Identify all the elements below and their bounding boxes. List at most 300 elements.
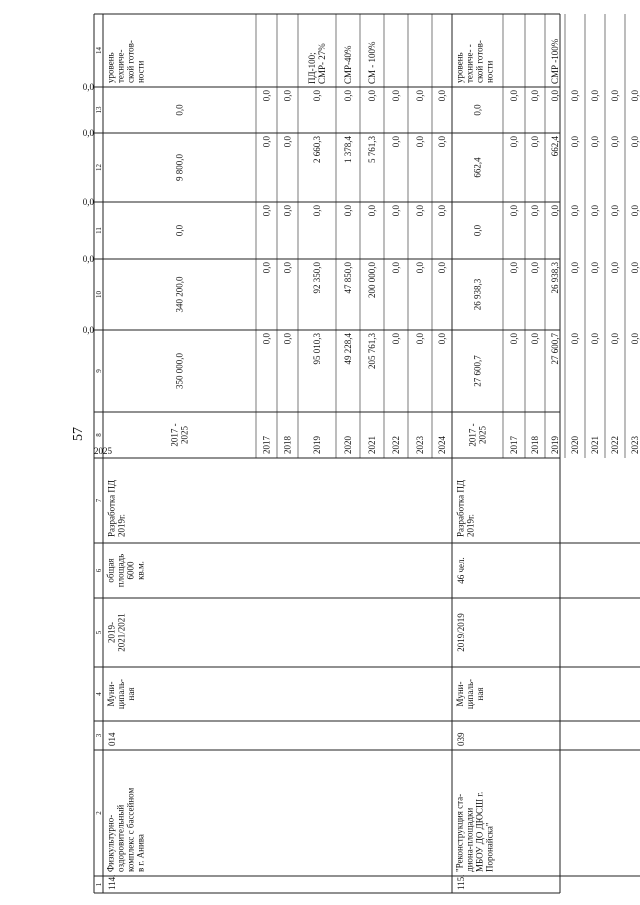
value-c11 [570,205,580,217]
value-c13 [283,90,293,102]
value-c12 [391,136,401,148]
year-cell [283,436,293,455]
value-c9 [391,333,401,345]
year-cell-line: 2023 [630,436,640,454]
column-header-8-line: 8 [94,433,103,437]
total-c9-line: 350 000,0 [174,353,185,389]
value-c12-line: 0,0 [530,136,541,148]
value-c11-line: 0,0 [530,205,541,217]
value-c12 [509,136,519,148]
value-c10 [570,262,580,274]
value-c10 [343,262,353,294]
design-documentation-line: 2019г. [116,514,127,537]
readiness-note [454,40,494,83]
total-c12 [473,157,483,178]
object-name-line: в г. Анива [135,834,146,872]
object-name-line: диона-площадки [464,807,475,872]
value-c10-line: 0,0 [415,262,426,274]
readiness-note-line: техниче- - [464,44,475,83]
value-c10 [367,262,377,299]
value-c9 [509,333,519,345]
column-header-4 [95,692,103,696]
value-c11 [530,205,540,217]
value-c11-line: 0,0 [630,205,640,217]
value-c10-line: 0,0 [570,262,581,274]
year-cell-line: 2024 [437,436,448,454]
year-cell [391,436,401,454]
value-c11 [367,205,377,217]
column-header-13-line: 13 [94,106,103,114]
capacity-line: 6000 [125,561,136,580]
column-header-8 [95,433,103,437]
year-cell-line: 2017 [261,436,272,454]
year-cell-line: 2022 [391,436,402,454]
value-c10 [391,262,401,274]
total-c12-line: 9 800,0 [174,154,185,181]
year-cell [630,436,640,455]
total-c13-line: 0,0 [472,104,483,116]
value-c11-line: 0,0 [391,205,402,217]
value-c10-line: 200 000,0 [367,262,378,298]
total-c13-line: 0,0 [174,104,185,116]
total-period-line: 2025 [477,426,488,444]
value-c9-line: 0,0 [590,333,601,345]
value-c10-line: 0,0 [509,262,520,274]
construction-period-line: 2019/2019 [455,613,466,652]
value-c12-line: 0,0 [590,136,601,148]
value-c10 [283,262,293,274]
value-c11-line: 0,0 [343,205,354,217]
value-c13-line: 0,0 [367,90,378,102]
column-header-12-line: 12 [94,164,103,171]
year-cell-line: 2021 [367,436,378,454]
object-name-line: МБОУ ДО ДЮСШ г. [474,791,485,872]
value-c12 [83,128,95,138]
ownership-line: Муни- [105,681,116,707]
column-header-7-line: 7 [94,498,103,503]
readiness-note-line: уровень [454,52,465,83]
year-cell [610,436,620,454]
value-c9-line: 27 600,7 [550,333,561,365]
value-c13-line: 0,0 [437,90,448,102]
year-cell-line: 2018 [282,436,293,454]
value-c12 [283,136,293,148]
value-c10 [312,262,322,294]
column-header-1 [95,882,103,886]
year-cell [570,436,580,455]
column-header-9 [95,369,103,373]
value-c12 [530,136,540,148]
ownership-line: ципаль- [464,678,475,710]
value-c12 [550,136,560,157]
value-c13-line: 0,0 [610,90,621,102]
value-c12 [610,136,620,148]
value-c11 [550,205,560,217]
column-header-4-line: 4 [94,692,103,696]
year-cell-line: 2019 [312,436,323,454]
year-cell [509,436,519,455]
year-cell [437,436,447,455]
value-c9-line: 205 761,3 [367,333,378,369]
column-header-12 [95,164,103,172]
column-header-5 [95,630,103,634]
value-c9 [590,333,600,345]
value-c9-line: 0,0 [509,333,520,345]
value-c11 [630,205,640,217]
readiness-note-line: уровень [105,52,116,83]
year-cell [343,436,353,455]
value-c11 [283,205,293,217]
rotated-table [82,14,640,893]
value-c10 [590,262,600,274]
value-c12-line: 0,0 [261,136,272,148]
value-c11 [610,205,620,217]
value-c9-line: 0,0 [261,333,272,345]
record-number-line: 115. [456,874,467,890]
value-c11-line: 0,0 [261,205,272,217]
value-c12-line: 0,0 [391,136,402,148]
construction-period [456,613,466,652]
year-cell [590,436,600,454]
value-c11-line: 0,0 [415,205,426,217]
value-c13 [367,90,377,102]
year-cell-line: 2023 [415,436,426,454]
readiness-note-line: ности [484,60,495,83]
year-cell [367,436,377,454]
capacity-line: 46 чел. [455,557,466,584]
column-header-5-line: 5 [94,630,103,635]
value-c9 [262,333,272,345]
capacity-line: площадь [115,553,126,588]
ownership [455,679,485,709]
value-c10-line: 0,0 [437,262,448,274]
construction-period [106,613,126,652]
column-header-10 [95,291,103,299]
value-c10-line: 0,0 [261,262,272,274]
value-c13 [415,90,425,102]
year-cell [312,436,322,455]
column-header-3 [95,733,103,737]
value-c10 [550,262,560,294]
year-cell-line: 2017 [509,436,520,454]
object-code [107,732,117,746]
stage-note-line: СМ - 100% [367,41,378,84]
value-c11-line: 0,0 [437,205,448,217]
column-header-14 [95,47,103,55]
value-c13 [590,90,600,102]
object-name [454,792,494,872]
value-c9-line: 0,0 [610,333,621,345]
object-code-line: 014 [107,732,118,746]
value-c12 [570,136,580,148]
value-c9 [550,333,560,365]
value-c9-line: 0,0 [391,333,402,345]
value-c9-line: 0,0 [630,333,640,345]
construction-period-line: 2021/2021 [116,613,127,652]
year-cell-line: 2021 [590,435,601,454]
column-header-11-line: 11 [94,227,103,234]
value-c13-line: 0,0 [570,90,581,102]
total-c13 [473,104,483,116]
value-c13-line: 0,0 [312,90,323,102]
value-c9 [343,333,353,365]
total-c11-line: 0,0 [174,224,185,237]
construction-period-line: 2019- [106,622,117,643]
value-c10-line: 0,0 [530,262,541,274]
total-c10 [175,276,185,313]
object-name-line: оздоровительный [115,804,126,872]
value-c11-line: 0,0 [590,205,601,217]
value-c13-line: 0,0 [391,90,402,102]
value-c13-line: 0,0 [509,90,520,102]
ownership-line: Муни- [454,681,465,707]
value-c12-line: 2 660,3 [312,136,323,163]
value-c10 [262,262,272,274]
value-c13-line: 0,0 [415,90,426,102]
record-number [456,875,466,890]
value-c10 [83,254,95,264]
ownership [106,679,136,709]
value-c9 [570,333,580,345]
value-c10-line: 47 850,0 [343,262,354,294]
column-header-13 [95,106,103,114]
value-c12 [415,136,425,148]
year-cell [262,436,272,455]
column-header-7 [95,498,103,502]
readiness-note-line: техниче- [115,49,126,83]
year-cell [550,436,560,455]
value-c13 [391,90,401,102]
record-number [107,875,117,890]
readiness-note-line: ской готов- [474,40,485,83]
value-c10 [630,262,640,274]
value-c12-line: 0,0 [282,136,293,148]
table-grid [82,14,640,893]
value-c9 [630,333,640,345]
value-c9-line: 0,0 [570,333,581,345]
value-c11-line: 0,0 [282,205,293,217]
value-c9 [283,333,293,345]
value-c11 [437,205,447,217]
value-c12-line: 0,0 [437,136,448,148]
value-c9-line: 0,0 [82,325,94,335]
value-c10-line: 92 350,0 [312,262,323,294]
value-c12 [630,136,640,148]
value-c10 [415,262,425,274]
capacity [456,557,466,584]
stage-note [307,43,327,84]
stage-note [343,45,353,84]
total-c10 [473,278,483,310]
total-c9 [175,353,185,390]
value-c9 [83,325,95,335]
readiness-note-line: ской готов- [125,40,136,83]
total-c10-line: 26 938,3 [472,278,483,311]
value-c11-line: 0,0 [82,197,94,207]
object-name-line: "Реконструкция ста- [454,793,465,872]
value-c11-line: 0,0 [550,205,561,217]
value-c10-line: 0,0 [630,262,640,274]
value-c12-line: 0,0 [610,136,621,148]
total-period-line: 2017 - [467,423,478,447]
value-c13-line: 0,0 [343,90,354,102]
total-c9 [473,355,483,387]
value-c11-line: 0,0 [570,205,581,217]
value-c12 [590,136,600,148]
value-c13-line: 0,0 [590,90,601,102]
value-c13-line: 0,0 [261,90,272,102]
ownership-line: ная [126,687,137,701]
column-header-3-line: 3 [94,733,103,738]
page-number: 57 [71,427,86,441]
value-c12-line: 0,0 [570,136,581,148]
value-c11-line: 0,0 [509,205,520,217]
value-c12-line: 0,0 [82,128,94,138]
value-c10-line: 0,0 [590,262,601,274]
record-number-line: 114. [107,874,118,890]
stage-note-line: ПД-100; [307,52,318,84]
year-cell-line: 2020 [343,436,354,454]
value-c13 [630,90,640,102]
value-c12 [262,136,272,148]
value-c11-line: 0,0 [367,205,378,217]
year-cell-line: 2020 [570,436,581,454]
value-c10 [437,262,447,274]
total-c10-line: 340 200,0 [174,276,185,313]
total-c12 [175,154,185,182]
column-header-11 [95,227,103,234]
total-period [170,423,190,446]
value-c11-line: 0,0 [610,205,621,217]
capacity [105,554,145,587]
design-documentation-line: 2019г. [465,514,476,537]
design-documentation-line: Разработка ПД [106,479,117,537]
value-c9-line: 95 010,3 [312,333,323,365]
value-c10-line: 0,0 [82,254,94,264]
value-c12-line: 0,0 [415,136,426,148]
value-c11 [391,205,401,217]
value-c10-line: 0,0 [391,262,402,274]
total-c11 [473,224,483,236]
total-c13 [175,104,185,116]
value-c13-line: 0,0 [82,82,94,92]
value-c13 [509,90,519,102]
value-c12-line: 5 761,3 [367,136,378,163]
value-c9-line: 0,0 [530,333,541,345]
value-c9 [367,333,377,370]
value-c13-line: 0,0 [282,90,293,102]
value-c11-line: 0,0 [312,205,323,217]
value-c13-line: 0,0 [530,90,541,102]
total-period-line: 2017 - [169,423,180,447]
value-c12 [312,136,322,164]
value-c13 [262,90,272,102]
column-header-10-line: 10 [94,291,103,298]
value-c9-line: 0,0 [282,333,293,345]
total-c11 [175,224,185,236]
stage-note [367,41,377,84]
object-name-line: Физкультурно- [105,814,116,872]
value-c9 [437,333,447,345]
object-name-line: Поронайска" [484,822,495,872]
column-header-2-line: 2 [94,811,103,815]
value-c10 [509,262,519,274]
stage-note [550,38,560,84]
value-c13-line: 0,0 [630,90,640,102]
design-documentation [106,480,126,537]
value-c11 [509,205,519,217]
value-c10-line: 0,0 [610,262,621,274]
value-c12 [437,136,447,148]
total-c12-line: 662,4 [472,157,483,178]
design-documentation-line: Разработка ПД [455,479,466,537]
value-c13 [530,90,540,102]
value-c9 [530,333,540,345]
column-header-2 [95,811,103,815]
year-cell [94,446,113,456]
year-cell-line: 2025 [94,446,112,456]
value-c11 [312,205,322,217]
total-period-line: 2025 [179,426,190,444]
ownership-line: ная [475,687,486,701]
year-cell [415,436,425,455]
value-c11 [262,205,272,217]
value-c12-line: 1 378,4 [343,136,354,163]
value-c12-line: 0,0 [509,136,520,148]
stage-note-line: СМР-40% [343,45,354,84]
value-c9-line: 0,0 [437,333,448,345]
stage-note-line: СМР- 27% [317,43,328,84]
year-cell-line: 2018 [530,436,541,454]
column-header-6-line: 6 [94,568,103,573]
object-code-line: 039 [456,732,467,746]
value-c12 [367,136,377,164]
capacity-line: общая [105,558,116,583]
value-c12-line: 0,0 [630,136,640,148]
capacity-line: кв.м. [135,561,146,580]
value-c12 [343,136,353,164]
column-header-1-line: 1 [94,882,103,887]
total-period [468,423,488,446]
value-c9 [610,333,620,345]
year-cell [530,436,540,455]
value-c12-line: 662,4 [550,136,561,157]
object-name-line: комплекс с бассейном [125,787,136,872]
value-c9 [312,333,322,365]
value-c13 [550,90,560,102]
value-c10 [610,262,620,274]
value-c11 [415,205,425,217]
value-c11 [83,197,95,207]
value-c10-line: 0,0 [282,262,293,274]
value-c13 [312,90,322,102]
object-code [456,732,466,746]
column-header-6 [95,568,103,572]
readiness-note [105,40,145,83]
value-c10-line: 26 938,3 [550,262,561,294]
year-cell-line: 2022 [610,436,621,454]
total-c11-line: 0,0 [472,224,483,237]
value-c9-line: 0,0 [415,333,426,345]
column-header-9-line: 9 [94,369,103,373]
value-c11 [590,205,600,217]
stage-note-line: СМР -100% [550,38,561,84]
value-c13 [343,90,353,102]
value-c9 [415,333,425,345]
object-name [105,787,145,872]
readiness-note-line: ности [135,60,146,83]
value-c11 [343,205,353,217]
